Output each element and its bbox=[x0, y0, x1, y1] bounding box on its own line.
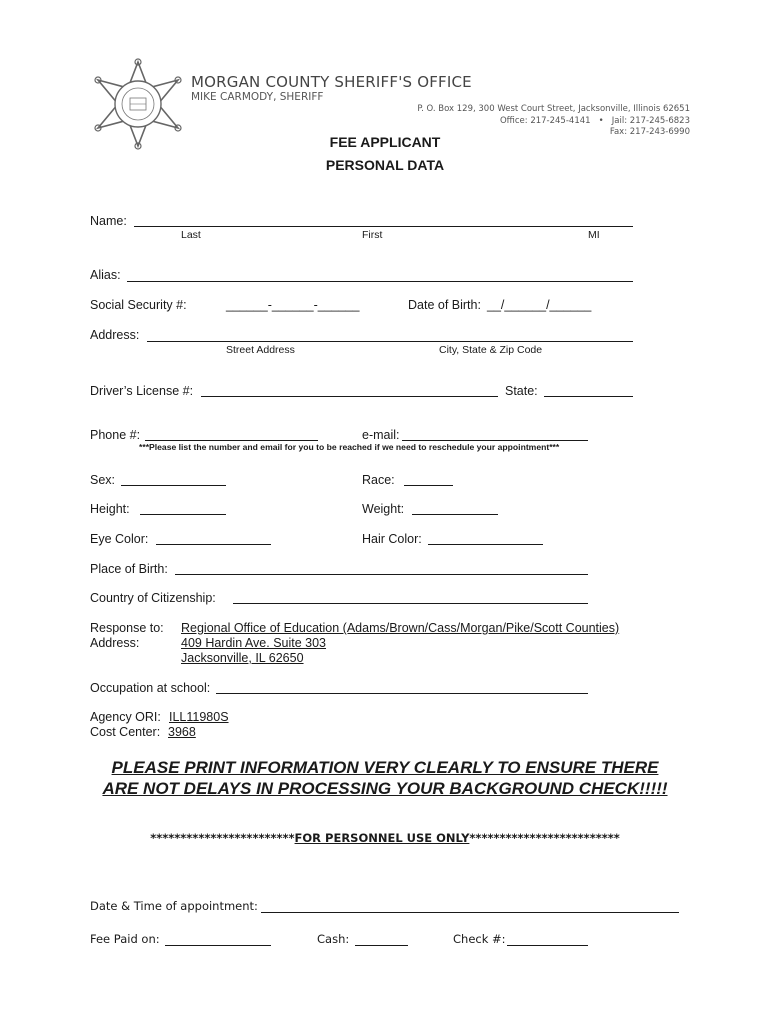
eye-field[interactable] bbox=[156, 544, 271, 545]
name-field[interactable] bbox=[134, 226, 633, 227]
dob-field[interactable]: __/______/______ bbox=[487, 298, 592, 312]
office-phones bbox=[500, 116, 690, 126]
race-field[interactable] bbox=[404, 485, 453, 486]
citizenship-field[interactable] bbox=[233, 603, 588, 604]
ori-value: ILL11980S bbox=[169, 710, 229, 724]
address-city-caption: City, State & Zip Code bbox=[439, 344, 543, 356]
phone-note: ***Please list the number and email for you to be reached if we need to reschedule your appointment*** bbox=[139, 442, 560, 452]
address-street-caption: Street Address bbox=[226, 344, 295, 356]
response-label-2: Address: bbox=[90, 636, 140, 650]
hair-field[interactable] bbox=[428, 544, 543, 545]
dob-label: Date of Birth: bbox=[408, 298, 481, 312]
weight-label: Weight: bbox=[362, 502, 405, 516]
alias-field[interactable] bbox=[127, 281, 633, 282]
state-label: State: bbox=[505, 384, 538, 398]
office-fax: Fax: 217-243-6990 bbox=[609, 127, 690, 137]
phone-bullet: • bbox=[598, 116, 604, 126]
appointment-label: Date & Time of appointment: bbox=[90, 899, 258, 913]
hair-label: Hair Color: bbox=[362, 532, 422, 546]
response-address-line2: 409 Hardin Ave. Suite 303 bbox=[181, 636, 327, 650]
address-field[interactable] bbox=[147, 341, 633, 342]
alias-label: Alias: bbox=[90, 268, 121, 282]
stars-right: ************************* bbox=[469, 831, 620, 845]
fee-paid-field[interactable] bbox=[165, 945, 271, 946]
eye-label: Eye Color: bbox=[90, 532, 149, 546]
jail-phone: Jail: 217-245-6823 bbox=[611, 116, 690, 126]
height-label: Height: bbox=[90, 502, 130, 516]
weight-field[interactable] bbox=[412, 514, 498, 515]
name-mi-caption: MI bbox=[588, 229, 600, 241]
occupation-label: Occupation at school: bbox=[90, 681, 211, 695]
check-field[interactable] bbox=[507, 945, 588, 946]
office-address: P. O. Box 129, 300 West Court Street, Jacksonville, Illinois 62651 bbox=[417, 104, 690, 114]
office-phone: Office: 217-245-4141 bbox=[499, 116, 591, 126]
name-last-caption: Last bbox=[181, 229, 201, 241]
cost-center-label: Cost Center: bbox=[90, 725, 161, 739]
occupation-field[interactable] bbox=[216, 693, 588, 694]
race-label: Race: bbox=[362, 473, 395, 487]
pob-field[interactable] bbox=[175, 574, 588, 575]
ori-label: Agency ORI: bbox=[90, 710, 161, 724]
name-first-caption: First bbox=[362, 229, 383, 241]
name-label: Name: bbox=[90, 214, 127, 228]
phone-field[interactable] bbox=[145, 440, 318, 441]
citizenship-label: Country of Citizenship: bbox=[90, 591, 216, 605]
phone-label: Phone #: bbox=[90, 428, 141, 442]
height-field[interactable] bbox=[140, 514, 226, 515]
check-label: Check #: bbox=[453, 932, 506, 946]
email-field[interactable] bbox=[402, 440, 588, 441]
cash-label: Cash: bbox=[317, 932, 350, 946]
form-title-line2: PERSONAL DATA bbox=[325, 157, 445, 173]
response-label-1: Response to: bbox=[90, 621, 164, 635]
response-address-line1: Regional Office of Education (Adams/Brown/Cass/Morgan/Pike/Scott Counties) bbox=[181, 621, 620, 635]
ssn-label: Social Security #: bbox=[90, 298, 187, 312]
appointment-field[interactable] bbox=[261, 912, 679, 913]
print-clearly-warning-line2: ARE NOT DELAYS IN PROCESSING YOUR BACKGROUND CHECK!!!!! bbox=[102, 779, 668, 798]
personnel-use-banner bbox=[0, 831, 770, 845]
dl-label: Driver’s License #: bbox=[90, 384, 194, 398]
pob-label: Place of Birth: bbox=[90, 562, 168, 576]
cost-center-value: 3968 bbox=[168, 725, 196, 739]
fee-paid-label: Fee Paid on: bbox=[90, 932, 160, 946]
address-label: Address: bbox=[90, 328, 140, 342]
dl-field[interactable] bbox=[201, 396, 498, 397]
sex-label: Sex: bbox=[90, 473, 116, 487]
sheriff-name: MIKE CARMODY, SHERIFF bbox=[191, 91, 324, 103]
sex-field[interactable] bbox=[121, 485, 226, 486]
print-clearly-warning-line1: PLEASE PRINT INFORMATION VERY CLEARLY TO ENSURE THERE bbox=[111, 758, 659, 777]
response-address-line3: Jacksonville, IL 62650 bbox=[181, 651, 304, 665]
office-name: MORGAN COUNTY SHERIFF'S OFFICE bbox=[191, 73, 472, 91]
ssn-field[interactable]: ______-______-______ bbox=[226, 298, 360, 312]
email-label: e-mail: bbox=[362, 428, 400, 442]
form-title-line1: FEE APPLICANT bbox=[329, 134, 441, 150]
personnel-use-label: FOR PERSONNEL USE ONLY bbox=[294, 831, 470, 845]
state-field[interactable] bbox=[544, 396, 633, 397]
stars-left: ************************ bbox=[150, 831, 295, 845]
cash-field[interactable] bbox=[355, 945, 408, 946]
